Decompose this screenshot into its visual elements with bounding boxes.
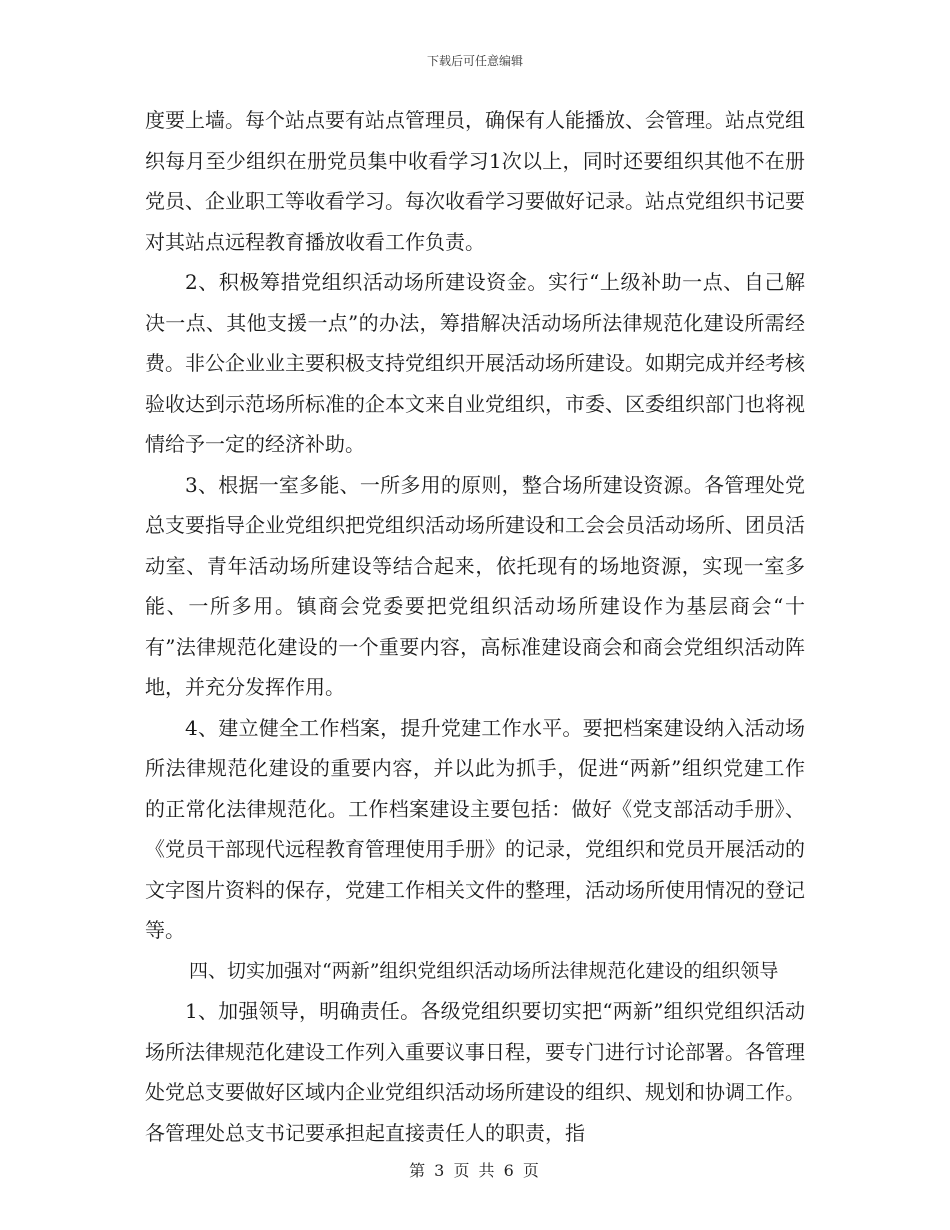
page-header-note: 下载后可任意编辑 (426, 54, 523, 68)
paragraph-item-3: 3、根据一室多能、一所多用的原则，整合场所建设资源。各管理处党总支要指导企业党组织把党组织活动场所建设和工会会员活动场所、团员活动室、青年活动场所建设等结合起来，依托现有的场地资源，实现一室多能、一所多用。镇商会党委要把党组织活动场所建设作为基层商会“十有”法律规范化建设的一个重要内容，高标准建设商会和商会党组织活动阵地，并充分发挥作用。 (145, 472, 805, 699)
document-body (145, 100, 805, 1153)
paragraph-item-2: 2、积极筹措党组织活动场所建设资金。实行“上级补助一点、自己解决一点、其他支援一点”的办法，筹措解决活动场所法律规范化建设所需经费。非公企业业主要积极支持党组织开展活动场所建设。如期完成并经考核验收达到示范场所标准的企本文来自业党组织，市委、区委组织部门也将视情给予一定的经济补助。 (145, 270, 805, 456)
paragraph-continuation: 度要上墙。每个站点要有站点管理员，确保有人能播放、会管理。站点党组织每月至少组织在册党员集中收看学习1次以上，同时还要组织其他不在册党员、企业职工等收看学习。每次收看学习要做好记录。站点党组织书记要对其站点远程教育播放收看工作负责。 (145, 108, 805, 254)
paragraph-item-1: 1、加强领导，明确责任。各级党组织要切实把“两新”组织党组织活动场所法律规范化建设工作列入重要议事日程，要专门进行讨论部署。各管理处党总支要做好区域内企业党组织活动场所建设的组织、规划和协调工作。各管理处总支书记要承担起直接责任人的职责，指 (145, 999, 805, 1145)
paragraph-item-4: 4、建立健全工作档案，提升党建工作水平。要把档案建设纳入活动场所法律规范化建设的重要内容，并以此为抓手，促进“两新”组织党建工作的正常化法律规范化。工作档案建设主要包括：做好《党支部活动手册》、《党员干部现代远程教育管理使用手册》的记录，党组织和党员开展活动的文字图片资料的保存，党建工作相关文件的整理，活动场所使用情况的登记等。 (145, 715, 805, 942)
section-heading-4: 四、切实加强对“两新”组织党组织活动场所法律规范化建设的组织领导 (189, 959, 779, 982)
page-number-footer: 第 3 页 共 6 页 (409, 1161, 541, 1180)
